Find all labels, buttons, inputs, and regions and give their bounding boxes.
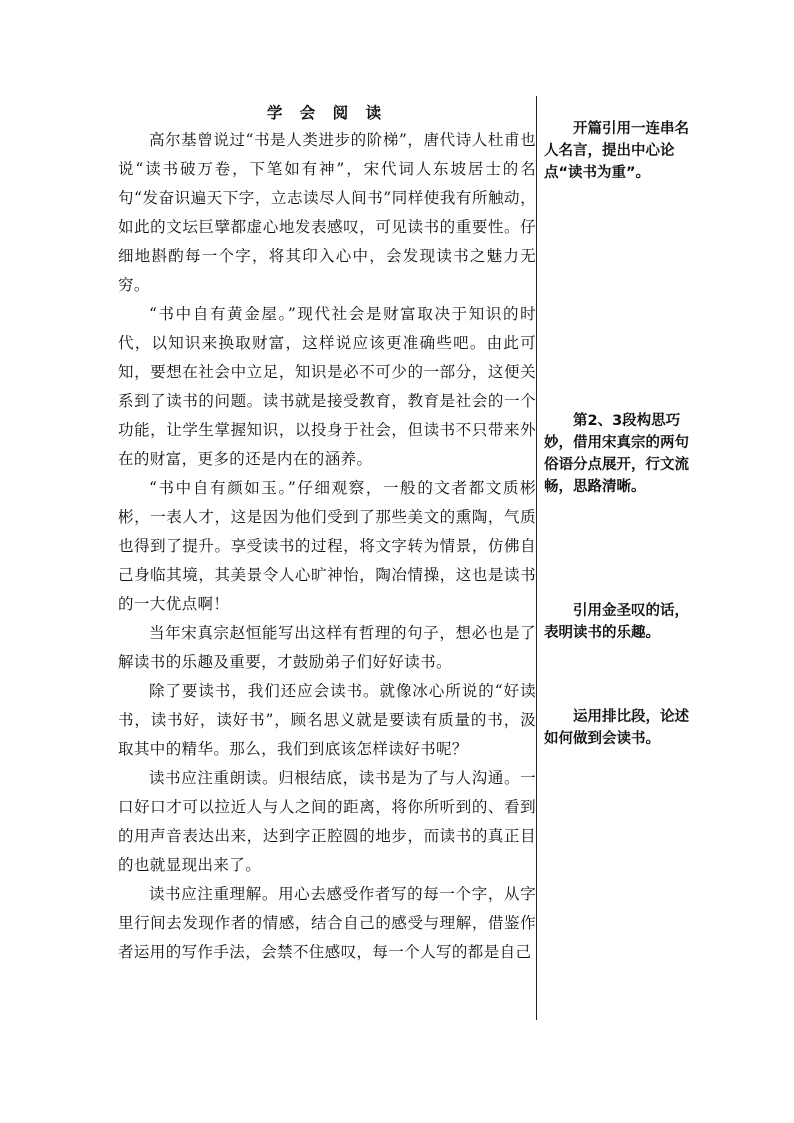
- essay-title: 学 会 阅 读: [266, 103, 388, 122]
- annotation-note: 运用排比段，论述如何做到会读书。: [544, 709, 689, 747]
- essay-paragraph: “书中自有颜如玉。”仔细观察，一般的文者都文质彬彬，一表人才，这是因为他们受到了那些美文的熏陶，气质也得到了提升。享受读书的过程，将文字转为情景，仿佛自己身临其境，其美景令人心旷神怡，陶冶情操，这也是读书的一大优点啊！: [118, 479, 536, 613]
- essay-paragraph: “书中自有黄金屋。”现代社会是财富取决于知识的时代，以知识来换取财富，这样说应该更准确些吧。由此可知，要想在社会中立足，知识是必不可少的一部分，这便关系到了读书的问题。读书就是接受教育，教育是社会的一个功能，让学生掌握知识，以投身于社会，但读书不只带来外在的财富，更多的还是内在的涵养。: [118, 305, 536, 468]
- essay-paragraph: 当年宋真宗赵恒能写出这样有哲理的句子，想必也是了解读书的乐趣及重要，才鼓励弟子们好好读书。: [118, 624, 536, 671]
- annotation-note: 第2、3段构思巧妙，借用宋真宗的两句俗语分点展开，行文流畅，思路清晰。: [544, 413, 689, 495]
- column-divider: [536, 96, 537, 1020]
- essay-paragraph: 高尔基曾说过“书是人类进步的阶梯”，唐代诗人杜甫也说“读书破万卷，下笔如有神”，宋代词人东坡居士的名句“发奋识遍天下字，立志读尽人间书”同样使我有所触动，如此的文坛巨擘都虚心地发表感叹，可见读书的重要性。仔细地斟酌每一个字，将其印入心中，会发现读书之魅力无穷。: [118, 131, 536, 294]
- essay-body: [118, 100, 536, 967]
- essay-paragraph: 读书应注重朗读。归根结底，读书是为了与人沟通。一口好口才可以拉近人与人之间的距离，将你所听到的、看到的用声音表达出来，达到字正腔圆的地步，而读书的真正目的也就显现出来了。: [118, 769, 536, 874]
- essay-paragraph: 除了要读书，我们还应会读书。就像冰心所说的“好读书，读书好，读好书”，顾名思义就是要读有质量的书，汲取其中的精华。那么，我们到底该怎样读好书呢？: [118, 682, 536, 758]
- annotation-note: 引用金圣叹的话，表明读书的乐趣。: [544, 603, 689, 641]
- essay-paragraph: 读书应注重理解。用心去感受作者写的每一个字，从字里行间去发现作者的情感，结合自己的感受与理解，借鉴作者运用的写作手法，会禁不住感叹，每一个人写的都是自己: [118, 885, 536, 961]
- annotation-note: 开篇引用一连串名人名言，提出中心论点“读书为重”。: [544, 121, 689, 181]
